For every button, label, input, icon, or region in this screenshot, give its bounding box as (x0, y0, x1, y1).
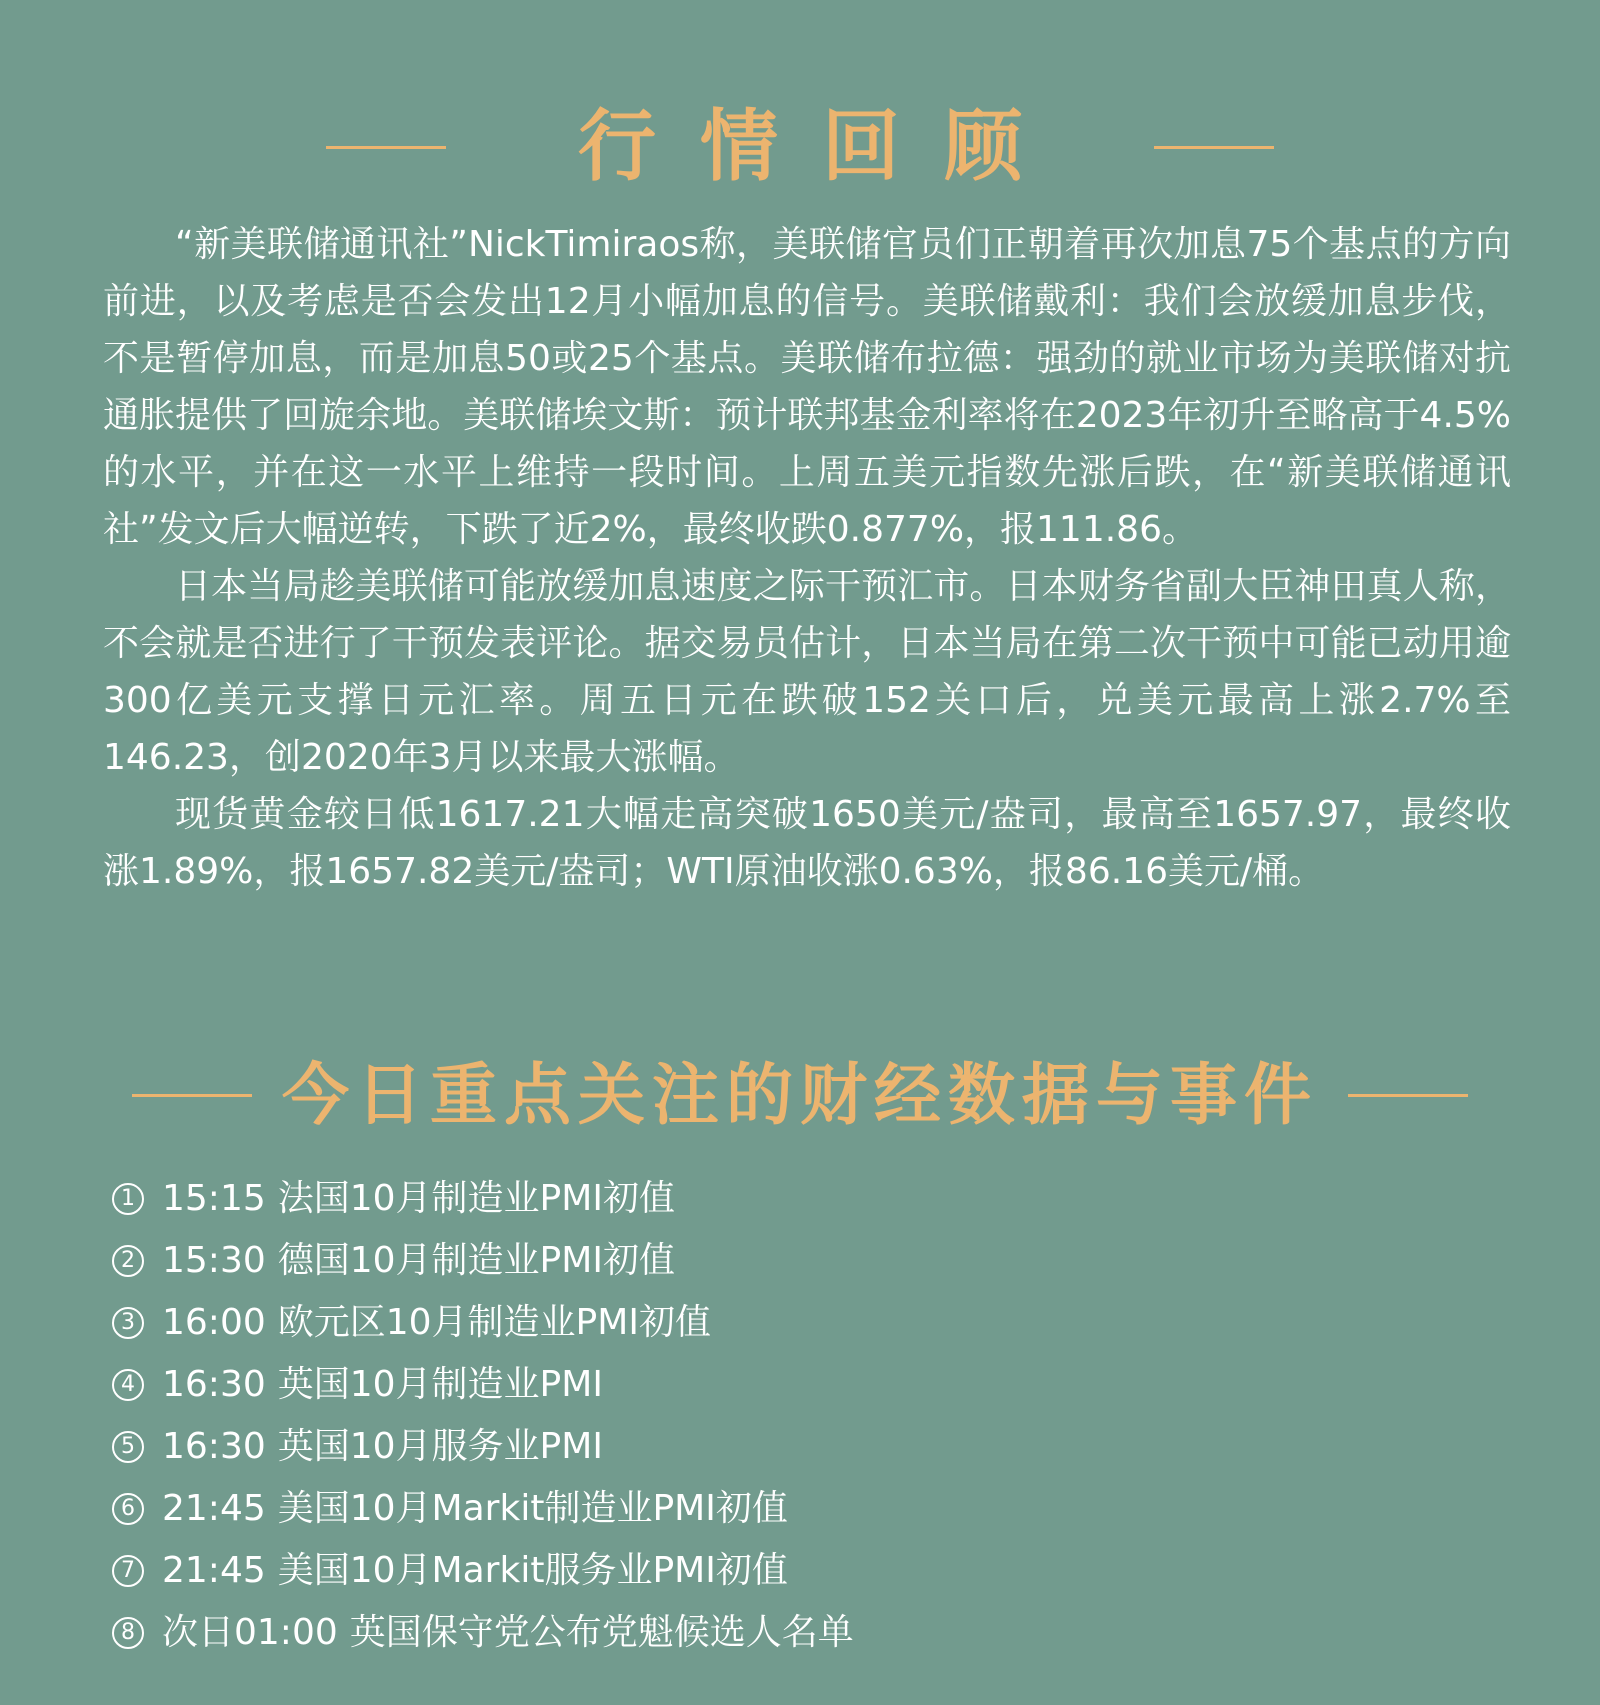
review-paragraph: 现货黄金较日低1617.21大幅走高突破1650美元/盎司，最高至1657.97，最终收涨1.89%，报1657.82美元/盎司；WTI原油收涨0.63%，报86.16美元/桶。 (103, 794, 1511, 892)
circled-number: 2 (112, 1245, 144, 1277)
event-time: 16:30 (162, 1426, 266, 1467)
event-time: 21:45 (162, 1550, 266, 1591)
event-text: 法国10月制造业PMI初值 (277, 1178, 675, 1219)
circled-number: 3 (112, 1307, 144, 1339)
market-review-title: 行情回顾 (577, 102, 1066, 192)
event-text: 德国10月制造业PMI初值 (277, 1240, 675, 1281)
market-review-header (0, 102, 1600, 192)
circled-number: 6 (112, 1493, 144, 1525)
header-right-rule (1348, 1094, 1468, 1097)
header-left-rule (132, 1094, 252, 1097)
list-item (112, 1168, 854, 1230)
list-item (112, 1540, 854, 1602)
circled-number: 8 (112, 1617, 144, 1649)
event-text: 欧元区10月制造业PMI初值 (277, 1302, 711, 1343)
header-right-rule (1154, 146, 1274, 149)
event-text: 英国10月服务业PMI (277, 1426, 603, 1467)
key-events-list (112, 1168, 854, 1664)
event-time: 15:15 (162, 1178, 266, 1219)
event-time: 次日01:00 (162, 1612, 338, 1653)
review-paragraph: 日本当局趁美联储可能放缓加息速度之际干预汇市。日本财务省副大臣神田真人称，不会就是否进行了干预发表评论。据交易员估计，日本当局在第二次干预中可能已动用逾300亿美元支撑日元汇率。周五日元在跌破152关口后，兑美元最高上涨2.7%至146.23，创2020年3月以来最大涨幅。 (103, 566, 1511, 778)
circled-number: 7 (112, 1555, 144, 1587)
list-item (112, 1230, 854, 1292)
list-item (112, 1354, 854, 1416)
header-left-rule (326, 146, 446, 149)
market-review-body (103, 216, 1511, 900)
review-paragraph: “新美联储通讯社”NickTimiraos称，美联储官员们正朝着再次加息75个基点的方向前进，以及考虑是否会发出12月小幅加息的信号。美联储戴利：我们会放缓加息步伐，不是暂停加息，而是加息50或25个基点。美联储布拉德：强劲的就业市场为美联储对抗通胀提供了回旋余地。美联储埃文斯：预计联邦基金利率将在2023年初升至略高于4.5%的水平，并在这一水平上维持一段时间。上周五美元指数先涨后跌，在“新美联储通讯社”发文后大幅逆转，下跌了近2%，最终收跌0.877%，报111.86。 (103, 224, 1511, 550)
event-text: 美国10月Markit制造业PMI初值 (277, 1488, 788, 1529)
list-item (112, 1602, 854, 1664)
event-time: 16:00 (162, 1302, 266, 1343)
event-time: 15:30 (162, 1240, 266, 1281)
circled-number: 5 (112, 1431, 144, 1463)
event-text: 英国保守党公布党魁候选人名单 (349, 1612, 854, 1653)
circled-number: 1 (112, 1183, 144, 1215)
list-item (112, 1292, 854, 1354)
key-events-header (0, 1056, 1600, 1134)
event-text: 英国10月制造业PMI (277, 1364, 603, 1405)
event-time: 16:30 (162, 1364, 266, 1405)
key-events-title: 今日重点关注的财经数据与事件 (282, 1056, 1318, 1134)
list-item (112, 1478, 854, 1540)
list-item (112, 1416, 854, 1478)
circled-number: 4 (112, 1369, 144, 1401)
event-time: 21:45 (162, 1488, 266, 1529)
event-text: 美国10月Markit服务业PMI初值 (277, 1550, 788, 1591)
